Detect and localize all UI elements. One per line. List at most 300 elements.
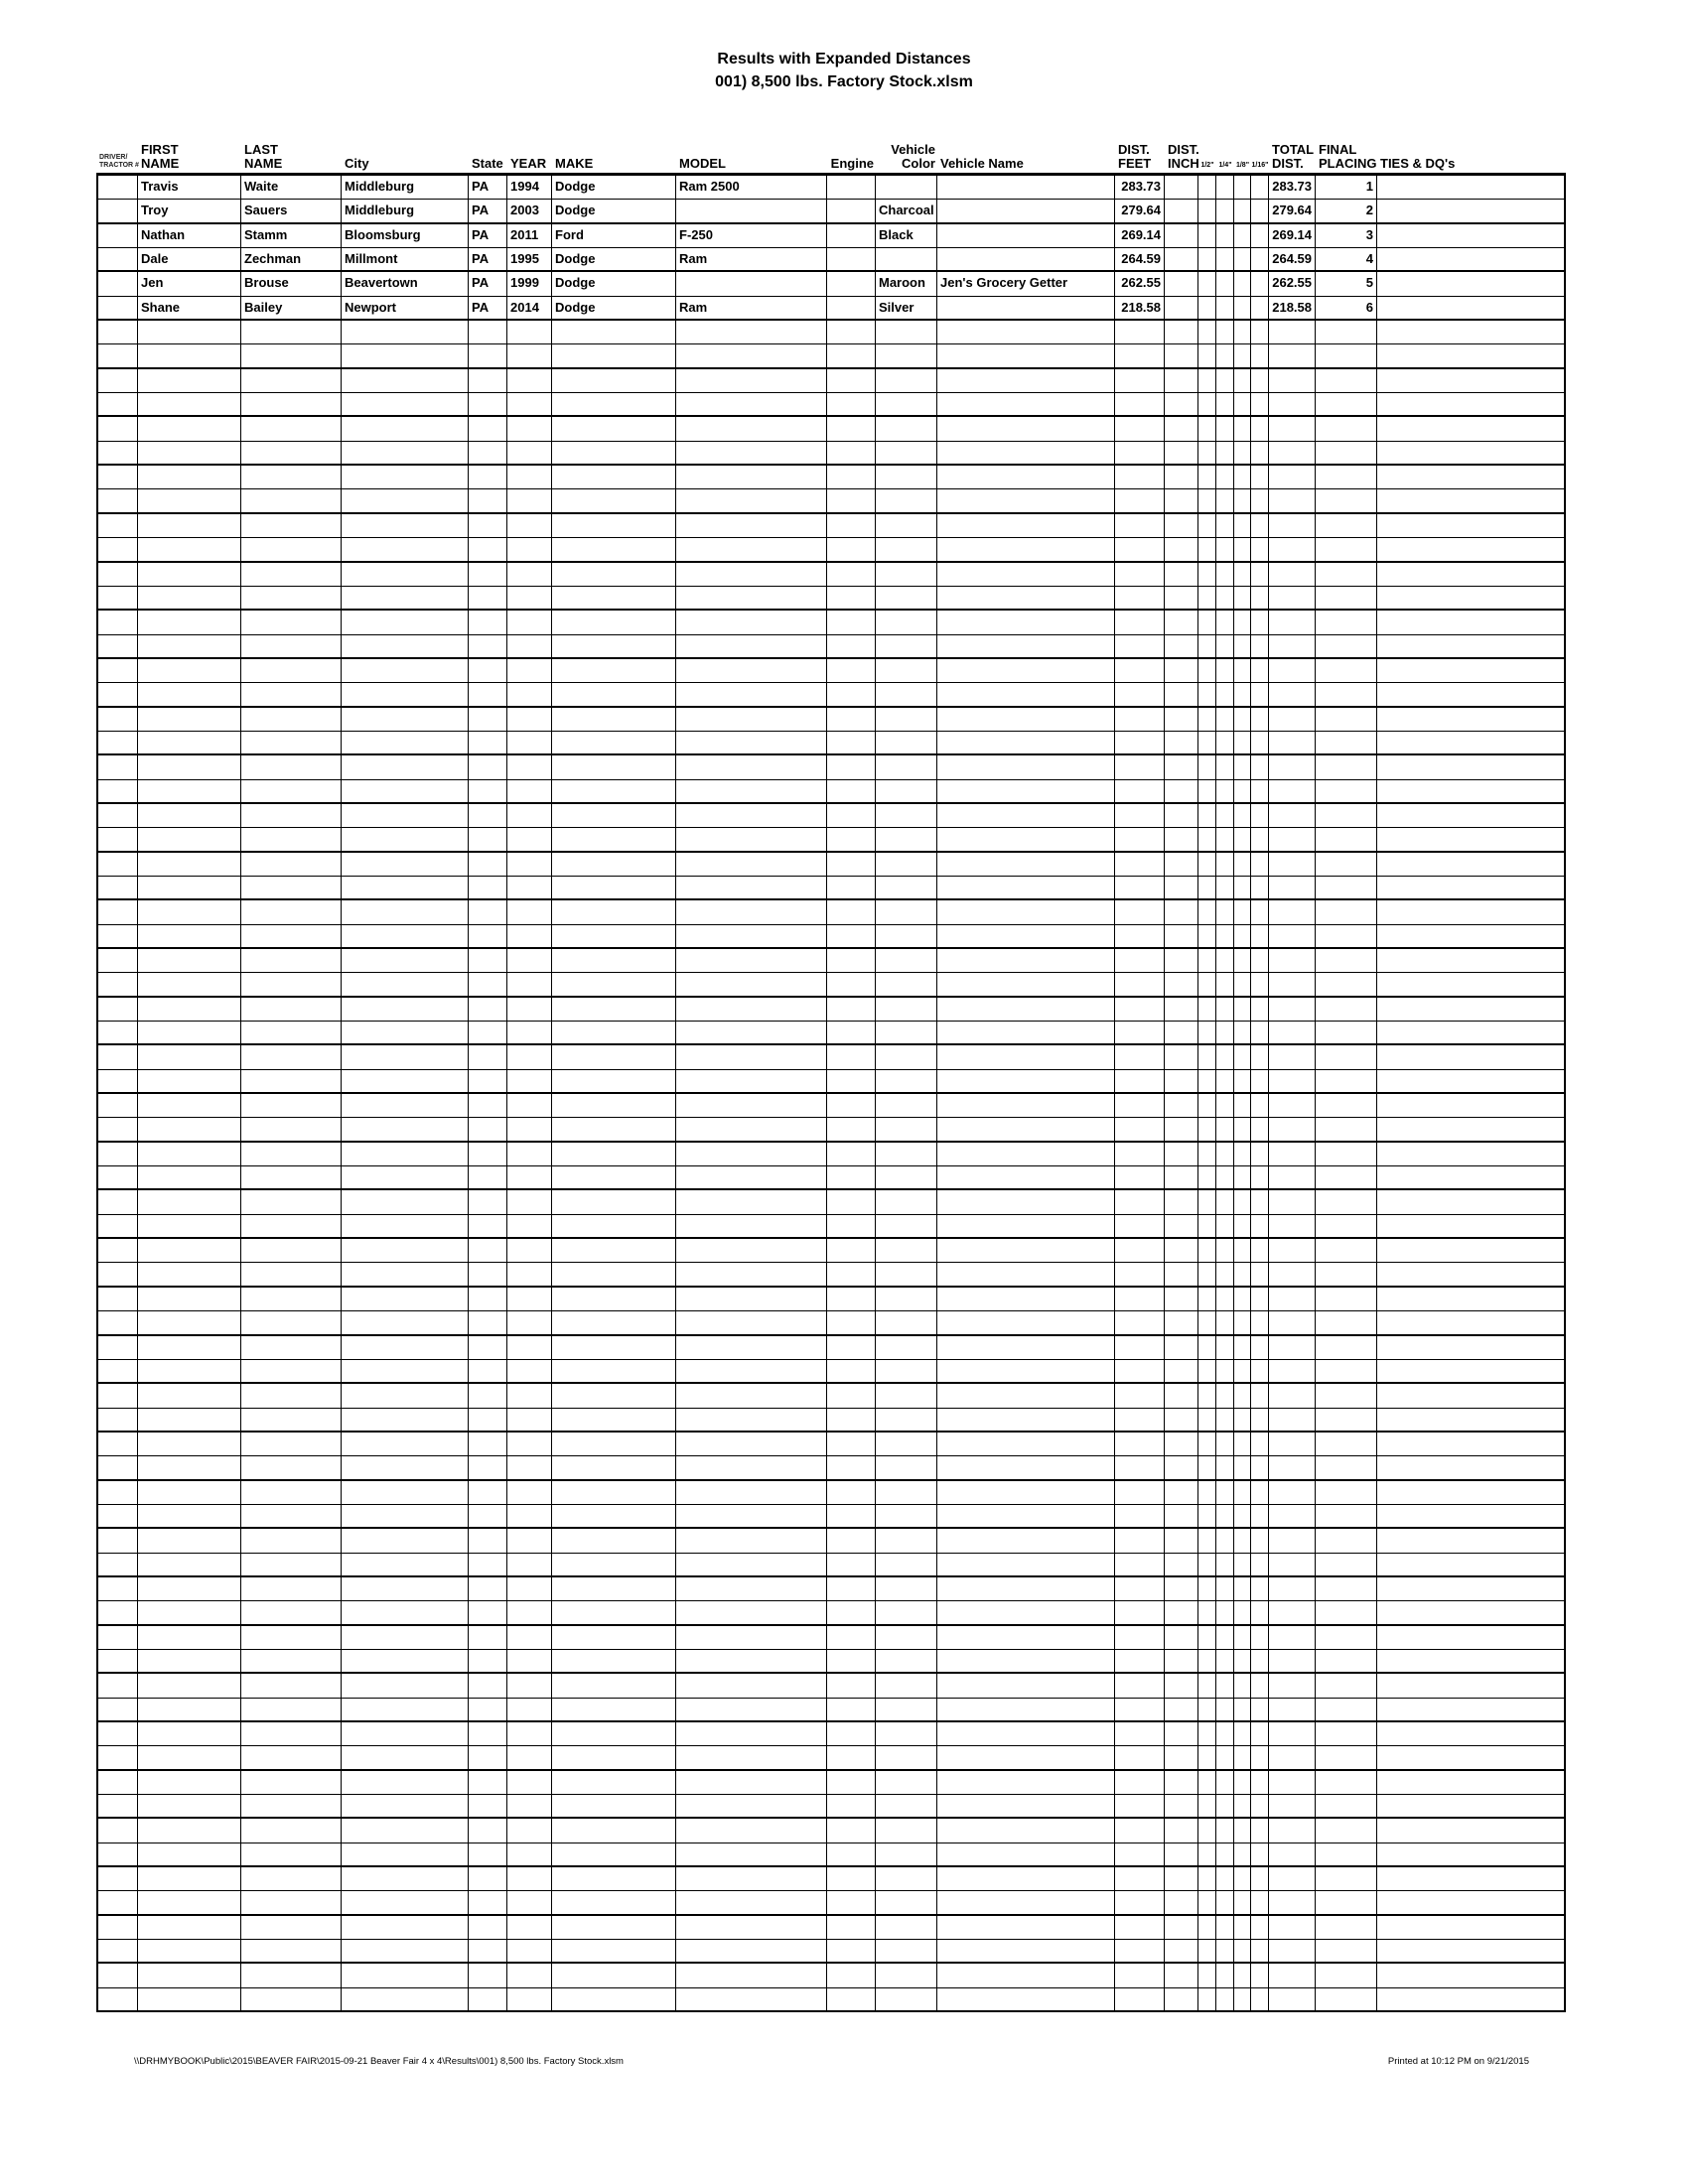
cell-total-dist xyxy=(1269,1190,1316,1213)
cell-state xyxy=(469,1143,507,1165)
cell-year xyxy=(507,1094,552,1117)
cell-sixteenth-inch xyxy=(1251,466,1269,488)
cell-sixteenth-inch xyxy=(1251,925,1269,947)
cell-engine xyxy=(827,587,876,609)
cell-eighth-inch xyxy=(1234,659,1251,682)
cell-first-name xyxy=(138,900,241,923)
table-row xyxy=(96,828,1566,852)
cell-make xyxy=(552,1288,676,1310)
cell-make xyxy=(552,1215,676,1237)
table-row xyxy=(96,949,1566,973)
cell-dist-inch xyxy=(1165,224,1198,247)
cell-quarter-inch xyxy=(1216,1481,1234,1504)
cell-year xyxy=(507,949,552,972)
cell-final-placing xyxy=(1316,1964,1377,1986)
cell-eighth-inch xyxy=(1234,1554,1251,1575)
cell-sixteenth-inch xyxy=(1251,442,1269,464)
cell-state xyxy=(469,1795,507,1817)
cell-make xyxy=(552,1070,676,1092)
cell-dist-inch xyxy=(1165,780,1198,802)
cell-year xyxy=(507,1699,552,1720)
cell-first-name xyxy=(138,1988,241,2010)
cell-model xyxy=(676,1070,827,1092)
report-title-block xyxy=(0,48,1688,93)
cell-sixteenth-inch xyxy=(1251,1722,1269,1745)
cell-dist-feet xyxy=(1115,1699,1165,1720)
cell-driver-tractor xyxy=(96,973,138,995)
cell-driver-tractor xyxy=(96,1650,138,1672)
cell-eighth-inch xyxy=(1234,1626,1251,1649)
cell-quarter-inch xyxy=(1216,1867,1234,1890)
cell-vehicle-name: Jen's Grocery Getter xyxy=(937,272,1115,295)
cell-state xyxy=(469,1409,507,1431)
cell-sixteenth-inch xyxy=(1251,1288,1269,1310)
cell-year xyxy=(507,804,552,827)
cell-final-placing xyxy=(1316,1867,1377,1890)
cell-eighth-inch xyxy=(1234,1916,1251,1939)
cell-final-placing xyxy=(1316,1722,1377,1745)
cell-dist-feet xyxy=(1115,563,1165,586)
cell-city xyxy=(342,417,469,440)
cell-sixteenth-inch xyxy=(1251,1384,1269,1407)
cell-total-dist xyxy=(1269,853,1316,876)
column-header-last-name: LAST NAME xyxy=(244,142,283,171)
cell-year xyxy=(507,1771,552,1794)
cell-year xyxy=(507,708,552,731)
cell-vehicle-color xyxy=(876,1045,937,1068)
cell-half-inch xyxy=(1198,1529,1216,1552)
cell-vehicle-color xyxy=(876,369,937,392)
cell-quarter-inch xyxy=(1216,611,1234,633)
cell-year xyxy=(507,1045,552,1068)
cell-dist-feet xyxy=(1115,973,1165,995)
cell-first-name xyxy=(138,998,241,1021)
cell-ties-dqs xyxy=(1377,514,1566,537)
cell-year xyxy=(507,780,552,802)
cell-state xyxy=(469,1384,507,1407)
cell-city xyxy=(342,1045,469,1068)
cell-final-placing xyxy=(1316,925,1377,947)
cell-half-inch xyxy=(1198,1940,1216,1962)
cell-make xyxy=(552,1674,676,1697)
cell-state xyxy=(469,587,507,609)
cell-total-dist xyxy=(1269,563,1316,586)
cell-last-name xyxy=(241,1771,342,1794)
cell-dist-feet xyxy=(1115,1988,1165,2010)
cell-first-name xyxy=(138,1070,241,1092)
cell-engine xyxy=(827,369,876,392)
cell-first-name xyxy=(138,1481,241,1504)
cell-dist-inch xyxy=(1165,466,1198,488)
cell-engine xyxy=(827,1891,876,1913)
cell-total-dist: 269.14 xyxy=(1269,224,1316,247)
cell-city xyxy=(342,1626,469,1649)
cell-state xyxy=(469,1263,507,1285)
cell-city xyxy=(342,514,469,537)
cell-dist-inch xyxy=(1165,1118,1198,1140)
cell-first-name xyxy=(138,611,241,633)
cell-state xyxy=(469,611,507,633)
cell-first-name xyxy=(138,417,241,440)
cell-final-placing: 4 xyxy=(1316,248,1377,270)
cell-model xyxy=(676,1045,827,1068)
cell-vehicle-color xyxy=(876,514,937,537)
cell-make xyxy=(552,1819,676,1842)
cell-dist-inch xyxy=(1165,1215,1198,1237)
cell-dist-feet xyxy=(1115,1577,1165,1600)
cell-half-inch xyxy=(1198,683,1216,705)
table-row xyxy=(96,611,1566,634)
cell-quarter-inch xyxy=(1216,1118,1234,1140)
cell-model xyxy=(676,755,827,778)
cell-dist-feet xyxy=(1115,1070,1165,1092)
cell-engine xyxy=(827,1916,876,1939)
cell-ties-dqs xyxy=(1377,1143,1566,1165)
cell-year xyxy=(507,659,552,682)
cell-ties-dqs xyxy=(1377,853,1566,876)
cell-quarter-inch xyxy=(1216,1045,1234,1068)
cell-final-placing xyxy=(1316,321,1377,343)
cell-make xyxy=(552,1554,676,1575)
cell-total-dist xyxy=(1269,442,1316,464)
cell-eighth-inch xyxy=(1234,1746,1251,1768)
cell-make xyxy=(552,1045,676,1068)
cell-first-name: Dale xyxy=(138,248,241,270)
cell-quarter-inch xyxy=(1216,1626,1234,1649)
cell-ties-dqs xyxy=(1377,1288,1566,1310)
cell-sixteenth-inch xyxy=(1251,514,1269,537)
cell-dist-feet: 218.58 xyxy=(1115,297,1165,319)
cell-sixteenth-inch xyxy=(1251,1746,1269,1768)
cell-vehicle-color xyxy=(876,1940,937,1962)
cell-vehicle-color xyxy=(876,1215,937,1237)
cell-last-name xyxy=(241,853,342,876)
cell-engine xyxy=(827,1771,876,1794)
cell-sixteenth-inch xyxy=(1251,1650,1269,1672)
cell-city xyxy=(342,1070,469,1092)
cell-final-placing xyxy=(1316,1456,1377,1478)
cell-driver-tractor xyxy=(96,1409,138,1431)
cell-half-inch xyxy=(1198,1505,1216,1527)
cell-vehicle-color xyxy=(876,587,937,609)
cell-last-name xyxy=(241,321,342,343)
cell-first-name xyxy=(138,1505,241,1527)
cell-state xyxy=(469,853,507,876)
cell-final-placing xyxy=(1316,1988,1377,2010)
cell-state xyxy=(469,683,507,705)
cell-year xyxy=(507,1288,552,1310)
cell-driver-tractor xyxy=(96,1699,138,1720)
cell-model xyxy=(676,1263,827,1285)
cell-sixteenth-inch xyxy=(1251,1215,1269,1237)
cell-driver-tractor xyxy=(96,780,138,802)
cell-dist-inch xyxy=(1165,877,1198,898)
cell-dist-inch xyxy=(1165,1964,1198,1986)
cell-final-placing xyxy=(1316,563,1377,586)
cell-last-name xyxy=(241,538,342,560)
cell-total-dist xyxy=(1269,344,1316,366)
cell-year xyxy=(507,998,552,1021)
cell-engine xyxy=(827,1505,876,1527)
cell-vehicle-name xyxy=(937,1311,1115,1333)
cell-total-dist xyxy=(1269,1094,1316,1117)
cell-vehicle-name xyxy=(937,877,1115,898)
cell-engine xyxy=(827,344,876,366)
cell-engine xyxy=(827,489,876,511)
cell-total-dist xyxy=(1269,1336,1316,1359)
cell-state xyxy=(469,732,507,753)
cell-eighth-inch xyxy=(1234,1481,1251,1504)
cell-city xyxy=(342,1215,469,1237)
cell-ties-dqs xyxy=(1377,949,1566,972)
cell-city xyxy=(342,1456,469,1478)
cell-engine xyxy=(827,1288,876,1310)
cell-model xyxy=(676,321,827,343)
cell-vehicle-color xyxy=(876,321,937,343)
cell-city xyxy=(342,755,469,778)
cell-ties-dqs xyxy=(1377,1722,1566,1745)
cell-last-name xyxy=(241,1843,342,1865)
cell-engine xyxy=(827,1456,876,1478)
cell-last-name: Stamm xyxy=(241,224,342,247)
cell-ties-dqs xyxy=(1377,248,1566,270)
cell-dist-inch xyxy=(1165,1554,1198,1575)
table-row xyxy=(96,1722,1566,1746)
table-row xyxy=(96,1940,1566,1964)
cell-first-name xyxy=(138,1626,241,1649)
cell-driver-tractor xyxy=(96,1819,138,1842)
cell-eighth-inch xyxy=(1234,393,1251,415)
cell-state xyxy=(469,1118,507,1140)
table-row xyxy=(96,1456,1566,1480)
cell-dist-inch xyxy=(1165,1819,1198,1842)
cell-year xyxy=(507,1746,552,1768)
cell-vehicle-color xyxy=(876,1795,937,1817)
cell-quarter-inch xyxy=(1216,1891,1234,1913)
cell-sixteenth-inch xyxy=(1251,538,1269,560)
cell-final-placing xyxy=(1316,973,1377,995)
table-row xyxy=(96,1336,1566,1360)
cell-state: PA xyxy=(469,297,507,319)
cell-vehicle-name xyxy=(937,538,1115,560)
cell-eighth-inch xyxy=(1234,1843,1251,1865)
cell-last-name xyxy=(241,417,342,440)
cell-eighth-inch xyxy=(1234,1143,1251,1165)
cell-model xyxy=(676,1311,827,1333)
cell-engine xyxy=(827,1118,876,1140)
cell-eighth-inch xyxy=(1234,1118,1251,1140)
cell-engine xyxy=(827,321,876,343)
cell-year xyxy=(507,489,552,511)
cell-vehicle-name xyxy=(937,466,1115,488)
table-row xyxy=(96,1045,1566,1069)
cell-make xyxy=(552,635,676,657)
cell-make xyxy=(552,877,676,898)
cell-half-inch xyxy=(1198,1771,1216,1794)
cell-vehicle-color xyxy=(876,635,937,657)
cell-year xyxy=(507,853,552,876)
cell-model xyxy=(676,1529,827,1552)
cell-engine xyxy=(827,900,876,923)
cell-vehicle-name xyxy=(937,1433,1115,1455)
cell-vehicle-name xyxy=(937,224,1115,247)
cell-make xyxy=(552,514,676,537)
cell-vehicle-color xyxy=(876,1746,937,1768)
cell-eighth-inch xyxy=(1234,466,1251,488)
cell-dist-inch xyxy=(1165,1022,1198,1043)
cell-driver-tractor xyxy=(96,659,138,682)
cell-last-name xyxy=(241,780,342,802)
cell-final-placing xyxy=(1316,417,1377,440)
cell-ties-dqs xyxy=(1377,611,1566,633)
cell-state xyxy=(469,1674,507,1697)
cell-engine xyxy=(827,200,876,221)
cell-sixteenth-inch xyxy=(1251,1916,1269,1939)
cell-quarter-inch xyxy=(1216,1022,1234,1043)
cell-engine xyxy=(827,248,876,270)
cell-state xyxy=(469,900,507,923)
cell-city xyxy=(342,1143,469,1165)
cell-make xyxy=(552,563,676,586)
cell-dist-feet xyxy=(1115,1045,1165,1068)
cell-ties-dqs xyxy=(1377,1964,1566,1986)
cell-first-name xyxy=(138,925,241,947)
cell-dist-inch xyxy=(1165,200,1198,221)
cell-ties-dqs xyxy=(1377,1988,1566,2010)
cell-final-placing xyxy=(1316,1360,1377,1382)
cell-dist-feet xyxy=(1115,732,1165,753)
table-row xyxy=(96,683,1566,707)
cell-first-name xyxy=(138,1384,241,1407)
cell-last-name xyxy=(241,1481,342,1504)
cell-make xyxy=(552,1336,676,1359)
cell-year: 2003 xyxy=(507,200,552,221)
cell-quarter-inch xyxy=(1216,1215,1234,1237)
cell-vehicle-name xyxy=(937,683,1115,705)
cell-city xyxy=(342,659,469,682)
cell-dist-inch xyxy=(1165,1239,1198,1262)
cell-model xyxy=(676,1384,827,1407)
cell-first-name xyxy=(138,1964,241,1986)
cell-ties-dqs xyxy=(1377,1746,1566,1768)
cell-vehicle-color xyxy=(876,1360,937,1382)
table-row xyxy=(96,466,1566,489)
cell-total-dist xyxy=(1269,1867,1316,1890)
cell-dist-inch xyxy=(1165,1843,1198,1865)
cell-ties-dqs xyxy=(1377,708,1566,731)
cell-make xyxy=(552,489,676,511)
cell-last-name xyxy=(241,1964,342,1986)
cell-eighth-inch xyxy=(1234,900,1251,923)
cell-sixteenth-inch xyxy=(1251,489,1269,511)
cell-first-name xyxy=(138,659,241,682)
cell-vehicle-color xyxy=(876,1577,937,1600)
cell-driver-tractor xyxy=(96,1433,138,1455)
cell-total-dist xyxy=(1269,1263,1316,1285)
cell-state xyxy=(469,1190,507,1213)
cell-model xyxy=(676,1481,827,1504)
cell-vehicle-name xyxy=(937,1867,1115,1890)
cell-vehicle-name xyxy=(937,417,1115,440)
cell-city xyxy=(342,538,469,560)
cell-year xyxy=(507,1626,552,1649)
cell-vehicle-color xyxy=(876,1650,937,1672)
cell-half-inch xyxy=(1198,1699,1216,1720)
cell-sixteenth-inch xyxy=(1251,176,1269,199)
cell-driver-tractor xyxy=(96,708,138,731)
cell-engine xyxy=(827,417,876,440)
cell-driver-tractor xyxy=(96,344,138,366)
cell-city xyxy=(342,1964,469,1986)
cell-state xyxy=(469,1505,507,1527)
cell-sixteenth-inch xyxy=(1251,1819,1269,1842)
cell-total-dist xyxy=(1269,1022,1316,1043)
cell-first-name xyxy=(138,1771,241,1794)
cell-total-dist: 283.73 xyxy=(1269,176,1316,199)
cell-final-placing xyxy=(1316,1554,1377,1575)
cell-ties-dqs xyxy=(1377,780,1566,802)
cell-quarter-inch xyxy=(1216,1940,1234,1962)
cell-model: Ram xyxy=(676,297,827,319)
cell-model xyxy=(676,1988,827,2010)
table-row xyxy=(96,1143,1566,1166)
cell-first-name xyxy=(138,973,241,995)
cell-make xyxy=(552,1409,676,1431)
cell-year: 1999 xyxy=(507,272,552,295)
cell-final-placing xyxy=(1316,1022,1377,1043)
cell-year xyxy=(507,1891,552,1913)
cell-dist-inch xyxy=(1165,659,1198,682)
cell-ties-dqs xyxy=(1377,683,1566,705)
cell-eighth-inch xyxy=(1234,248,1251,270)
cell-dist-feet xyxy=(1115,514,1165,537)
table-row xyxy=(96,1988,1566,2012)
cell-ties-dqs xyxy=(1377,1045,1566,1068)
cell-driver-tractor xyxy=(96,563,138,586)
cell-last-name xyxy=(241,1795,342,1817)
cell-ties-dqs xyxy=(1377,1118,1566,1140)
cell-state xyxy=(469,1650,507,1672)
cell-total-dist xyxy=(1269,321,1316,343)
cell-vehicle-color xyxy=(876,828,937,850)
cell-half-inch xyxy=(1198,1626,1216,1649)
cell-last-name xyxy=(241,1988,342,2010)
cell-final-placing xyxy=(1316,1143,1377,1165)
cell-final-placing xyxy=(1316,877,1377,898)
cell-make xyxy=(552,780,676,802)
cell-half-inch xyxy=(1198,1022,1216,1043)
cell-half-inch xyxy=(1198,1143,1216,1165)
column-header-driver-tractor: DRIVER/ TRACTOR # xyxy=(99,154,139,169)
cell-vehicle-name xyxy=(937,1795,1115,1817)
cell-final-placing xyxy=(1316,755,1377,778)
cell-engine xyxy=(827,1263,876,1285)
cell-total-dist xyxy=(1269,1843,1316,1865)
cell-sixteenth-inch xyxy=(1251,1843,1269,1865)
cell-last-name xyxy=(241,998,342,1021)
cell-year xyxy=(507,828,552,850)
cell-state xyxy=(469,369,507,392)
cell-half-inch xyxy=(1198,442,1216,464)
cell-dist-feet: 262.55 xyxy=(1115,272,1165,295)
cell-first-name xyxy=(138,1554,241,1575)
cell-dist-feet xyxy=(1115,611,1165,633)
cell-dist-inch xyxy=(1165,1456,1198,1478)
cell-dist-inch xyxy=(1165,417,1198,440)
cell-last-name: Brouse xyxy=(241,272,342,295)
cell-first-name xyxy=(138,1166,241,1188)
cell-first-name xyxy=(138,1409,241,1431)
